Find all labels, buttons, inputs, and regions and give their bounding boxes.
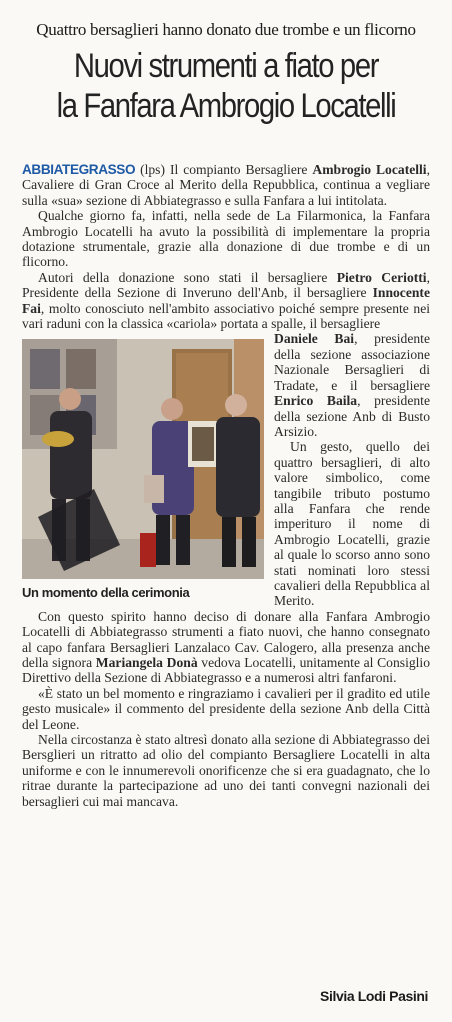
agency-tag: (lps)	[140, 162, 165, 177]
paragraph-5-text-end: vedova Locatelli, unitamente al Consiglio Direttivo della Sezione di Abbiategrasso e a numerosi altri fanfaroni.	[22, 655, 430, 686]
author-byline: Silvia Lodi Pasini	[320, 988, 428, 1004]
paragraph-1-text-end: , Cavaliere di Gran Croce al Merito della Repubblica, continua a vegliare sulla «sua» sezione di Abbiategrasso e sulla Fanfara a lui intitolata.	[22, 162, 430, 208]
person-name: Pietro Ceriotti	[336, 269, 427, 285]
paragraph-3-text: Autori della donazione sono stati il bersagliere	[38, 269, 328, 285]
photo-block	[22, 339, 264, 601]
paragraph-3-text: , molto conosciuto nell'ambito associativo poiché sempre presente nei vari raduni con la classica «cariola» portata a spalle, il bersagliere	[22, 300, 430, 332]
paragraph-3	[22, 270, 430, 332]
paragraph-1	[22, 162, 430, 208]
photo-caption: Un momento della cerimonia	[22, 585, 190, 601]
paragraph-7: Nella circostanza è stato altresì donato alla sezione di Abbiategrasso dei Bersglieri un ritratto ad olio del compianto Bersagliere Locatelli in alta uniforme e con le innumerevoli onorificenze che si era guadagnato, che lo ritrae durante la partecipazione ad uno dei tanti convegni nazionali dei bersaglieri cui mai mancava.	[22, 732, 430, 809]
paragraph-4: Un gesto, quello dei quattro bersaglieri, di alto valore simbolico, come tangibile tributo postumo alla Fanfara che rende imperituro il nome di Ambrogio Locatelli, grazie al quale lo scorso anno sono stati nominati loro stessi cavalieri della Repubblica al Merito.	[274, 439, 430, 609]
paragraph-5-text: Con questo spirito hanno deciso di donare alla Fanfara Ambrogio Locatelli di Abbiategrasso strumenti a fiato nuovi, che hanno consegnato al capo fanfara Bersaglieri Lanzalaco Cav. Calogero, alla presenza anche della signora	[22, 608, 430, 670]
person-name: Daniele Bai	[274, 331, 355, 347]
ceremony-photo	[22, 339, 264, 579]
ceremony-photo-illustration	[22, 339, 264, 579]
person-name: Innocente Fai	[22, 285, 430, 316]
paragraph-3-text: , Presidente della Sezione di Inveruno dell'Anb, il bersagliere	[22, 269, 430, 301]
paragraph-3-text: , presidente della sezione associazione Nazionale Bersaglieri di Tradate, e il bersagliere	[274, 331, 430, 393]
headline-line-1: Nuovi strumenti a fiato per	[73, 47, 379, 85]
article-kicker: Quattro bersaglieri hanno donato due trombe e un flicorno	[36, 20, 416, 39]
paragraph-3-text-end: , presidente della sezione Anb di Busto Arsizio.	[274, 393, 430, 439]
dateline: ABBIATEGRASSO	[22, 162, 136, 177]
article-headline	[32, 46, 421, 126]
headline-line-2: la Fanfara Ambrogio Locatelli	[56, 87, 396, 125]
paragraph-2: Qualche giorno fa, infatti, nella sede de La Filarmonica, la Fanfara Ambrogio Locatelli ha avuto la possibilità di implementare la propria dotazione strumentale, grazie alla donazione di due trombe e di un flicorno.	[22, 208, 430, 270]
paragraph-5	[22, 609, 430, 686]
article-body	[22, 162, 430, 809]
paragraph-6: «È stato un bel momento e ringraziamo i cavalieri per il gradito ed utile gesto musicale» il commento del presidente della sezione Anb della Città del Leone.	[22, 685, 430, 732]
person-name: Enrico Baila	[274, 393, 358, 409]
person-name: Ambrogio Locatelli	[312, 162, 427, 177]
person-name: Mariangela Donà	[95, 655, 198, 670]
paragraph-1-text: Il compianto Bersagliere	[169, 162, 308, 177]
